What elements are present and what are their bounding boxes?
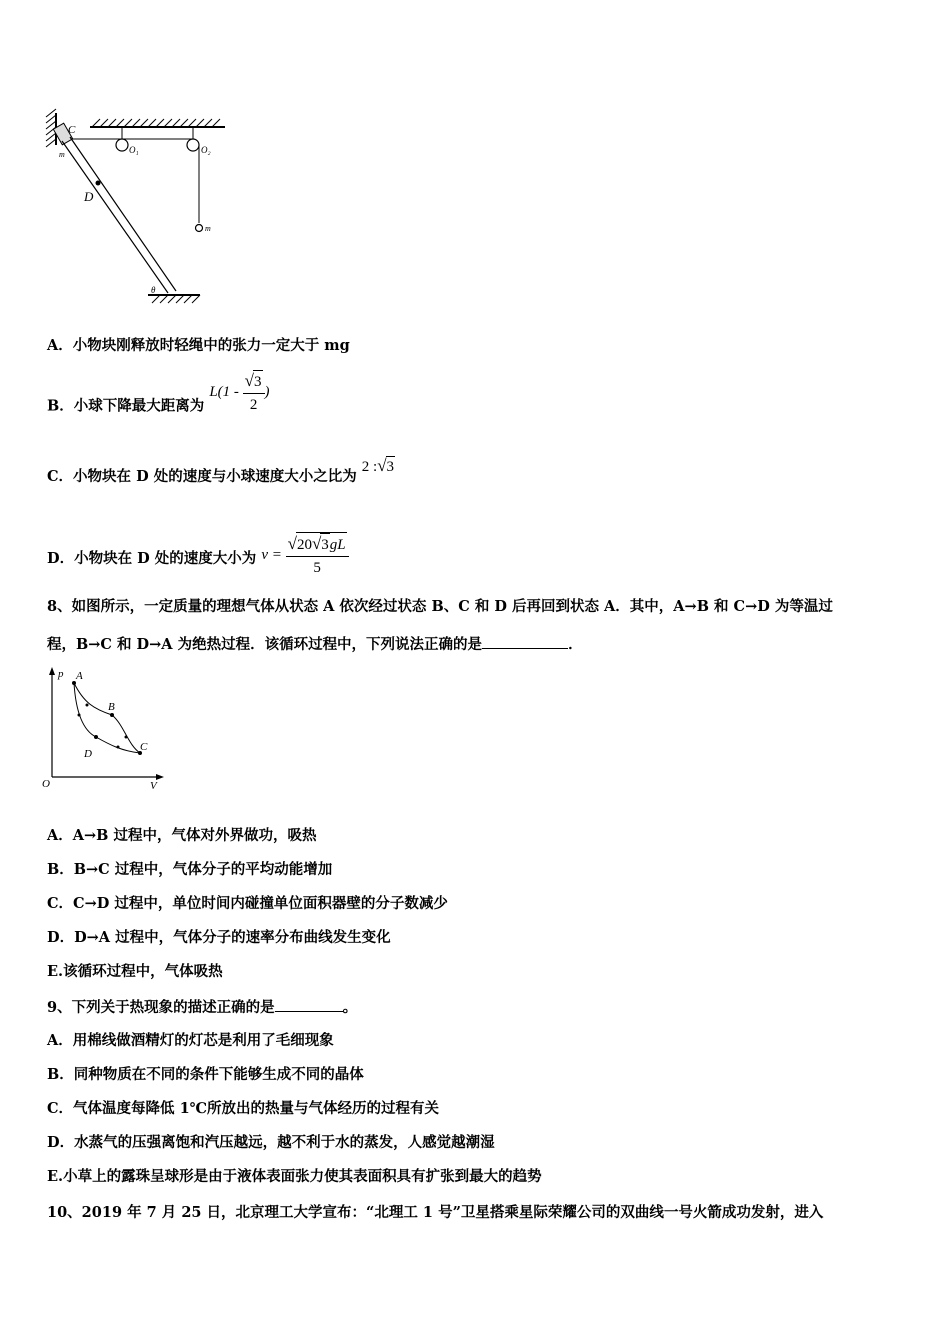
q8-option-d: D．D→A 过程中，气体分子的速率分布曲线发生变化 — [47, 929, 391, 946]
q8-option-b: B．B→C 过程中，气体分子的平均动能增加 — [47, 861, 333, 878]
q8-stem-line2: 程，B→C 和 D→A 为绝热过程．该循环过程中，下列说法正确的是 ． — [47, 636, 583, 653]
q7-option-b: B．小球下降最大距离为 L(1 - $\frac{√3}{2}$ ) — [47, 371, 270, 415]
q9-option-b: B．同种物质在不同的条件下能够生成不同的晶体 — [47, 1066, 364, 1083]
label-o1: O₁ — [129, 145, 139, 155]
label-c: C — [68, 124, 76, 136]
label-o2: O₂ — [201, 145, 211, 155]
label-m: m — [59, 150, 65, 159]
q8-option-c: C．C→D 过程中，单位时间内碰撞单位面积器壁的分子数减少 — [47, 895, 448, 912]
formula-c: 2 :√3 — [361, 456, 395, 475]
q9-option-e: E.小草上的露珠呈球形是由于液体表面张力使其表面积具有扩张到最大的趋势 — [47, 1168, 542, 1185]
axis-p-label: p — [58, 668, 64, 680]
pv-cycle-diagram — [40, 665, 170, 790]
pulley-rod-diagram — [40, 105, 235, 305]
q10-stem: 10、2019 年 7 月 25 日，北京理工大学宣布：“北理工 1 号”卫星搭乘星际荣耀公司的双曲线一号火箭成功发射，进入 — [47, 1204, 824, 1221]
point-d-label: D — [84, 748, 92, 760]
q9-option-c: C．气体温度每降低 1℃所放出的热量与气体经历的过程有关 — [47, 1100, 440, 1117]
q8-stem-line1: 8、如图所示，一定质量的理想气体从状态 A 依次经过状态 B、C 和 D 后再回到状态 A．其中，A→B 和 C→D 为等温过 — [47, 598, 833, 615]
label-m2: m — [205, 224, 211, 233]
point-c-label: C — [140, 741, 148, 753]
q8-option-a: A．A→B 过程中，气体对外界做功，吸热 — [47, 827, 317, 844]
q9-stem: 9、下列关于热现象的描述正确的是 。 — [47, 999, 358, 1016]
q9-option-a: A．用棉线做酒精灯的灯芯是利用了毛细现象 — [47, 1032, 334, 1049]
q7-option-c: C．小物块在 D 处的速度与小球速度大小之比为 2 :√3 — [47, 456, 395, 485]
label-d: D — [84, 189, 94, 204]
point-a-label: A — [76, 670, 83, 682]
q8-option-e: E.该循环过程中，气体吸热 — [47, 963, 223, 980]
label-theta: θ — [151, 285, 156, 295]
q7-option-a: A．小物块刚释放时轻绳中的张力一定大于 mg — [47, 337, 350, 354]
q7-option-d: D．小物块在 D 处的速度大小为 v = $\frac{√20√3gL}{5}$ — [47, 536, 349, 583]
point-b-label: B — [108, 701, 115, 713]
q9-option-d: D．水蒸气的压强离饱和汽压越远，越不利于水的蒸发，人感觉越潮湿 — [47, 1134, 495, 1151]
formula-b: L(1 - $\frac{√3}{2}$ ) — [209, 371, 270, 413]
formula-d: v = $\frac{√20√3gL}{5}$ — [261, 547, 348, 563]
origin-label: O — [42, 778, 50, 790]
axis-v-label: V — [150, 780, 157, 790]
